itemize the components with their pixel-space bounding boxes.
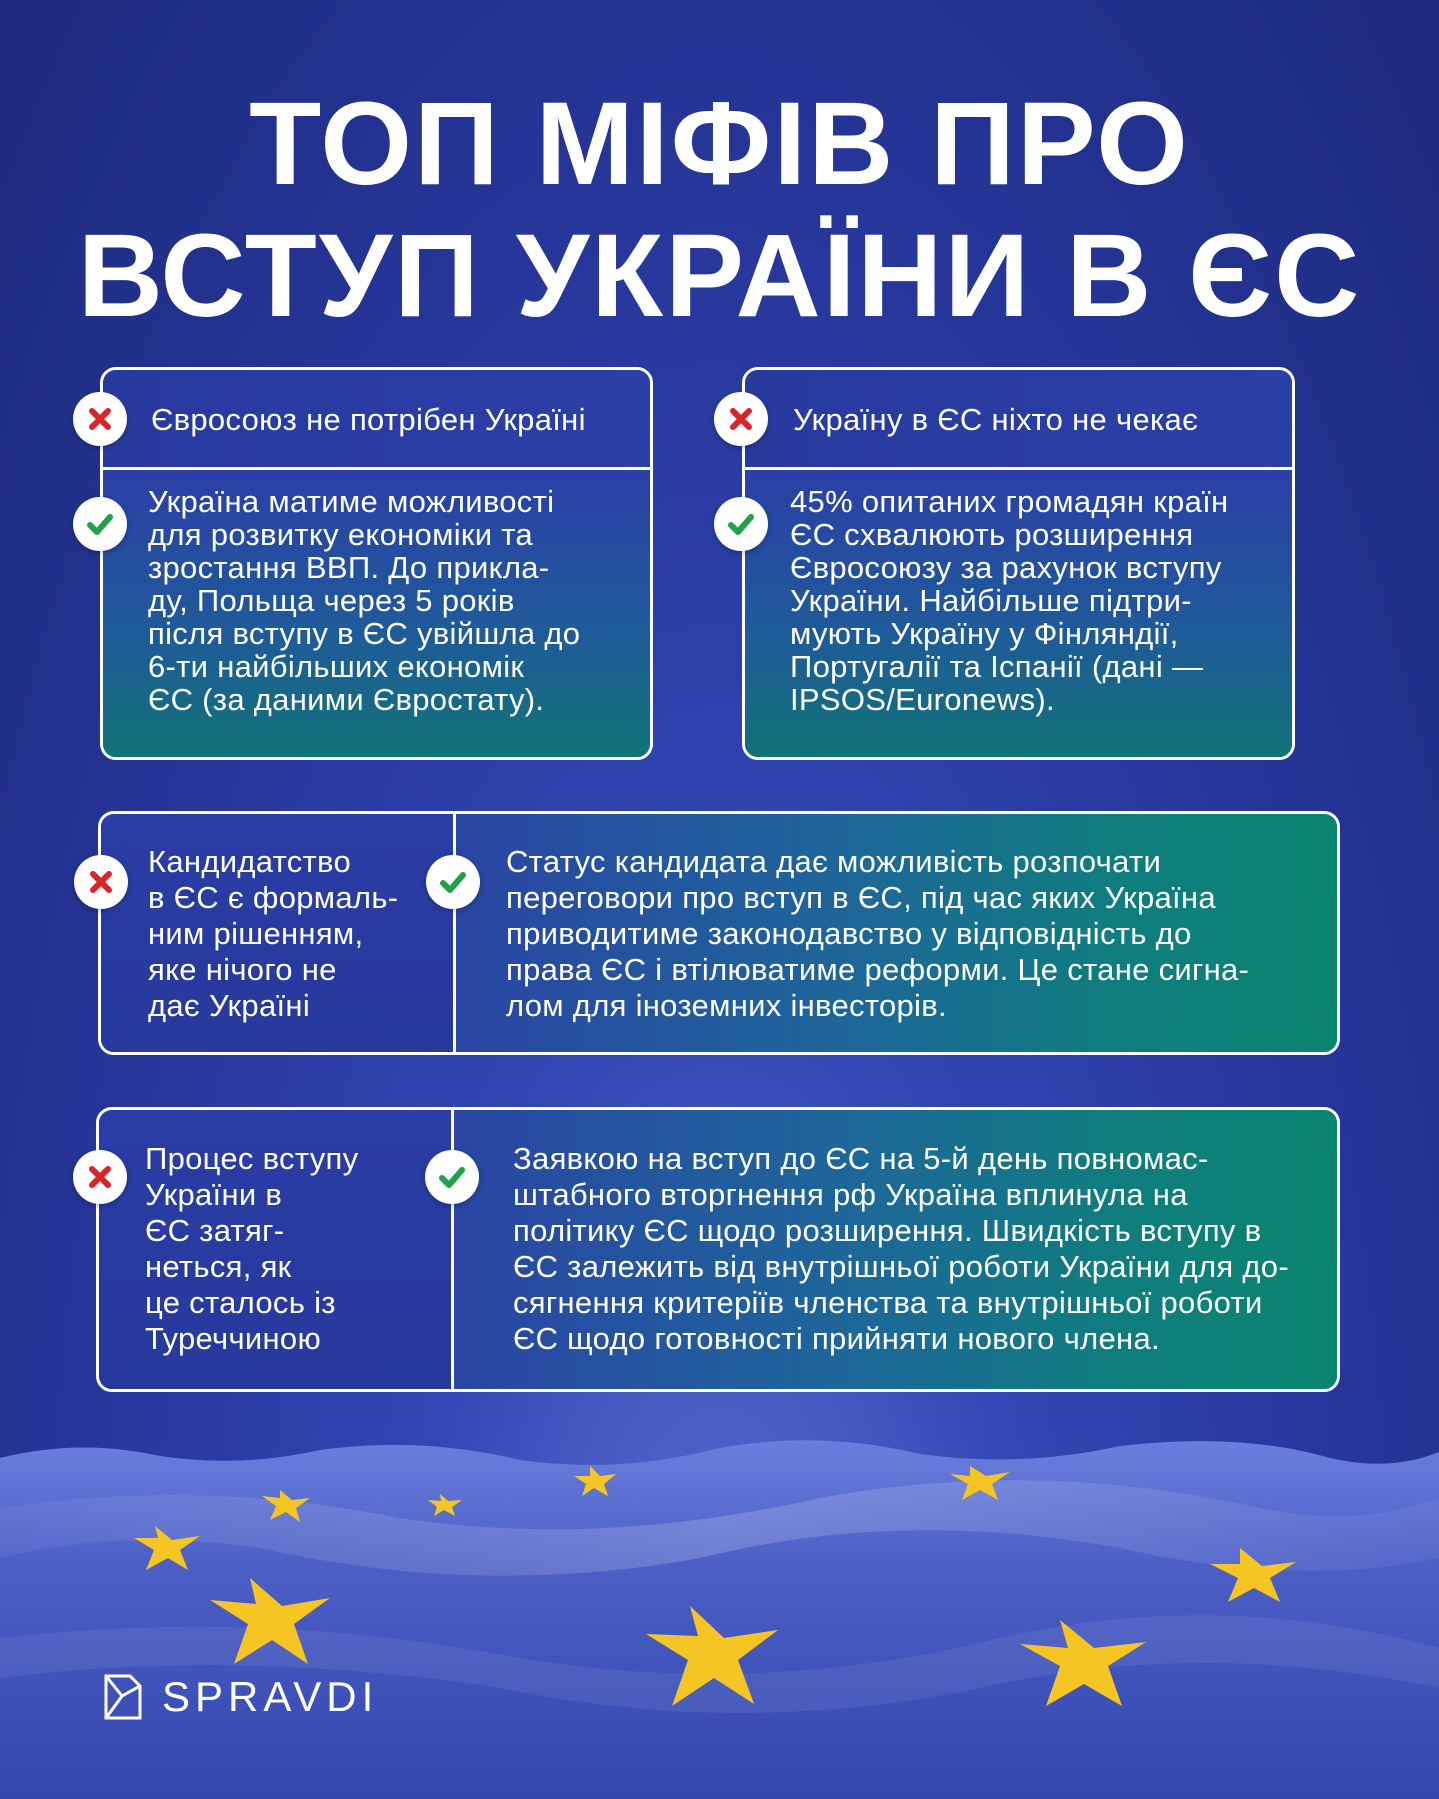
myth-line: в ЄС є формаль- [148,880,399,915]
fact-line: штабного вторгнення рф Україна вплинула на [513,1177,1188,1212]
logo-text: SPRAVDI [162,1673,379,1720]
fact-column [455,1110,1337,1389]
fact-line: Заявкою на вступ до ЄС на 5-й день повномас- [513,1141,1209,1176]
fact-line: лом для іноземних інвесторів. [506,988,947,1023]
myth-card-4 [96,1107,1340,1392]
fact-text [506,844,1315,1024]
fact-line: мують Україну у Фінляндії, [790,616,1179,651]
myth-line: дає Україні [148,988,311,1023]
check-icon [73,497,127,551]
myth-card-3 [98,811,1340,1055]
check-icon [426,855,480,909]
fact-text [148,485,632,716]
myth-line: Процес вступу [145,1141,359,1176]
fact-line: Євросоюзу за рахунок вступу [790,550,1222,585]
fact-line: ЄС залежить від внутрішньої роботи України для до- [513,1249,1289,1284]
title-line-1: ТОП МІФІВ ПРО [249,78,1190,210]
fact-line: ду, Польща через 5 років [148,583,515,618]
page-title [0,78,1439,342]
cross-icon [73,1150,127,1204]
check-icon [714,497,768,551]
myth-column [99,1110,454,1389]
myth-text [148,844,398,1024]
myth-text: Україну в ЄС ніхто не чекає [793,402,1199,437]
fact-line: зростання ВВП. До прикла- [148,550,550,585]
myth-row [745,370,1292,470]
fact-line: 45% опитаних громадян країн [790,484,1229,519]
cross-icon [714,392,768,446]
myth-text [145,1141,358,1357]
fact-line: ЄС (за даними Євростату). [148,682,545,717]
fact-line: Статус кандидата дає можливість розпочати [506,844,1162,879]
myth-line: України в [145,1177,283,1212]
check-icon [425,1150,479,1204]
fact-line: ЄС щодо готовності прийняти нового члена. [513,1321,1160,1356]
fact-line: політику ЄС щодо розширення. Швидкість вступу в [513,1213,1262,1248]
eu-flag-image [0,1438,1439,1799]
fact-row [103,470,650,757]
fact-line: ЄС схвалюють розширення [790,517,1194,552]
cross-icon [73,392,127,446]
myth-line: Кандидатство [148,844,351,879]
fact-line: права ЄС і втілюватиме реформи. Це стане сигна- [506,952,1250,987]
fact-line: України. Найбільше підтри- [790,583,1192,618]
spravdi-logo-icon [100,1672,144,1722]
fact-line: IPSOS/Euronews). [790,682,1055,717]
myth-row [103,370,650,470]
myth-line: це сталось із [145,1285,336,1320]
fact-line: Україна матиме можливості [148,484,555,519]
fact-text [513,1141,1327,1357]
fact-row [745,470,1292,757]
myth-column [101,814,456,1052]
myth-card-2 [742,367,1295,760]
cross-icon [74,855,128,909]
fact-line: приводитиме законодавство у відповідність до [506,916,1192,951]
myth-text: Євросоюз не потрібен Україні [151,402,586,437]
fact-line: 6-ти найбільших економік [148,649,525,684]
fact-line: сягнення критеріїв членства та внутрішньої роботи [513,1285,1263,1320]
fact-line: для розвитку економіки та [148,517,533,552]
myth-line: яке нічого не [148,952,337,987]
title-line-2: ВСТУП УКРАЇНИ В ЄС [77,210,1362,342]
myth-line: ЄС затяг- [145,1213,285,1248]
fact-column [456,814,1337,1052]
fact-line: після вступу в ЄС увійшла до [148,616,581,651]
fact-line: переговори про вступ в ЄС, під час яких Україна [506,880,1216,915]
spravdi-logo [100,1672,378,1722]
myth-line: Туреччиною [145,1321,322,1356]
myth-card-1 [100,367,653,760]
myth-line: ним рішенням, [148,916,364,951]
fact-line: Португалії та Іспанії (дані — [790,649,1204,684]
fact-text [790,485,1274,716]
myth-line: неться, як [145,1249,292,1284]
